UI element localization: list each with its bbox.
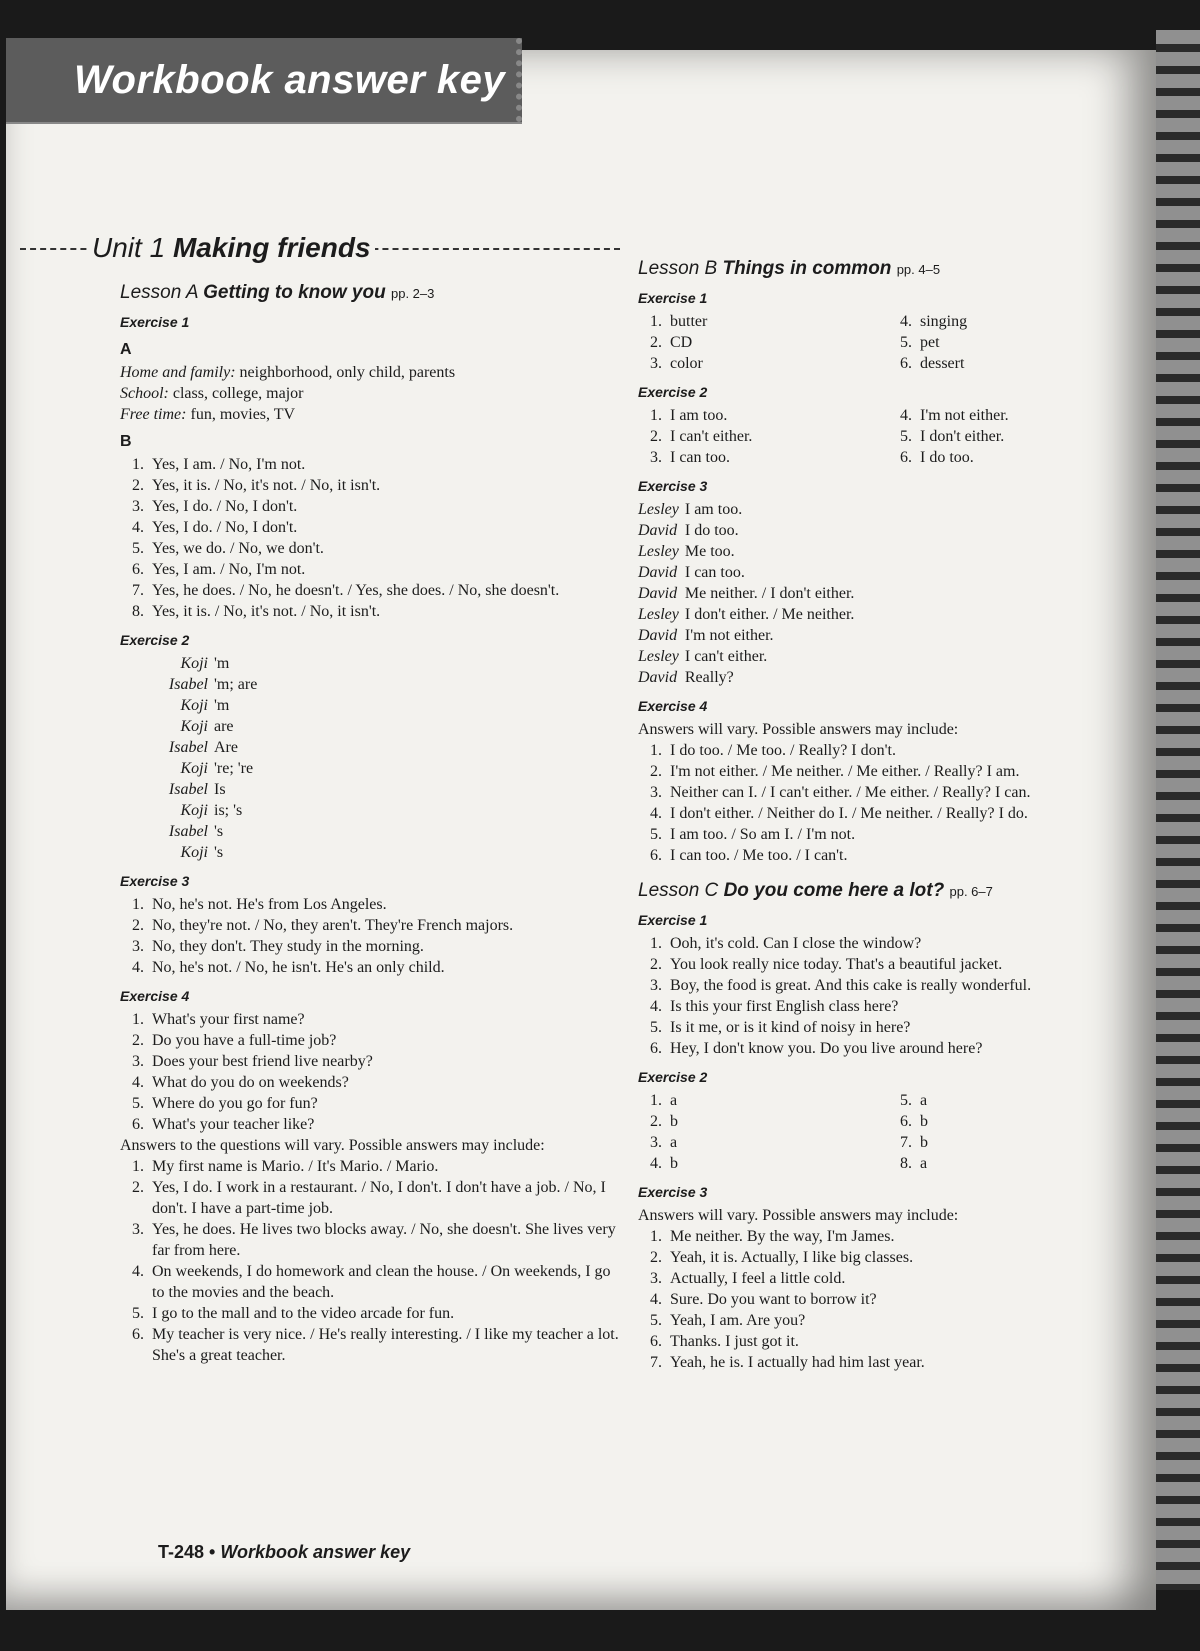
list-item: 6. b — [916, 1111, 1138, 1132]
dialogue-answer: Is — [214, 781, 226, 798]
list-item: 3. Actually, I feel a little cold. — [666, 1268, 1138, 1289]
list-item: 3. color — [666, 353, 888, 374]
dialogue-answer: are — [214, 718, 234, 735]
footer-separator: • — [209, 1542, 216, 1562]
category-words: neighborhood, only child, parents — [235, 364, 456, 381]
list-item: 1. I am too. — [666, 405, 888, 426]
list-item: 3. Yes, I do. / No, I don't. — [148, 496, 620, 517]
list-item: 3. I can too. — [666, 447, 888, 468]
list-item: 6. Thanks. I just got it. — [666, 1331, 1138, 1352]
list-item: 2. b — [666, 1111, 888, 1132]
speaker: Isabel — [168, 823, 208, 840]
dialogue-answer: is; 's — [214, 802, 243, 819]
list-item: 1. I do too. / Me too. / Really? I don't. — [666, 740, 1138, 761]
list-item: 1. Ooh, it's cold. Can I close the window? — [666, 933, 1138, 954]
speaker: Lesley — [638, 501, 679, 518]
list-item: 4. singing — [916, 311, 1138, 332]
answer-list — [120, 894, 620, 978]
list-item: 2. Do you have a full-time job? — [148, 1030, 620, 1051]
lesson-b-heading — [638, 258, 1138, 280]
answer-list — [638, 1226, 1138, 1373]
list-item: 1. What's your first name? — [148, 1009, 620, 1030]
list-item: 2. Yeah, it is. Actually, I like big classes. — [666, 1247, 1138, 1268]
exercise-heading: Exercise 1 — [638, 290, 708, 306]
answer-list — [120, 1156, 620, 1366]
dialogue-answer: I can't either. — [684, 648, 768, 665]
list-item: 4. I don't either. / Neither do I. / Me neither. / Really? I do. — [666, 803, 1138, 824]
list-item: 3. No, they don't. They study in the morning. — [148, 936, 620, 957]
answer-list — [638, 405, 888, 468]
dialogue-answer: 'm — [214, 655, 230, 672]
speaker: David — [638, 522, 678, 539]
speaker: Koji — [180, 655, 208, 672]
exercise-heading: Exercise 2 — [638, 1069, 708, 1085]
page-number: T-248 — [158, 1542, 205, 1562]
list-item: 5. Yes, we do. / No, we don't. — [148, 538, 620, 559]
speaker: Koji — [180, 697, 208, 714]
speaker: Isabel — [168, 781, 208, 798]
answers-note: Answers to the questions will vary. Possible answers may include: — [120, 1137, 545, 1154]
list-item: 2. Yes, it is. / No, it's not. / No, it isn't. — [148, 475, 620, 496]
list-item: 1. butter — [666, 311, 888, 332]
question-list — [120, 1009, 620, 1135]
list-item: 2. CD — [666, 332, 888, 353]
two-column-answers — [638, 405, 1138, 468]
speaker: Isabel — [168, 676, 208, 693]
list-item: 1. My first name is Mario. / It's Mario. / Mario. — [148, 1156, 620, 1177]
list-item: 1. Yes, I am. / No, I'm not. — [148, 454, 620, 475]
exercise-heading: Exercise 2 — [638, 384, 708, 400]
list-item: 8. Yes, it is. / No, it's not. / No, it isn't. — [148, 601, 620, 622]
list-item: 4. b — [666, 1153, 888, 1174]
list-item: 5. Yeah, I am. Are you? — [666, 1310, 1138, 1331]
list-item: 5. pet — [916, 332, 1138, 353]
list-item: 6. Yes, I am. / No, I'm not. — [148, 559, 620, 580]
list-item: 4. Is this your first English class here? — [666, 996, 1138, 1017]
dialogue-answer: I do too. — [684, 522, 739, 539]
list-item: 2. You look really nice today. That's a beautiful jacket. — [666, 954, 1138, 975]
left-column — [120, 282, 620, 1366]
lesson-c-subtitle: Do you come here a lot? — [723, 880, 945, 901]
page-title: Workbook answer key — [74, 58, 506, 102]
list-item: 2. I can't either. — [666, 426, 888, 447]
list-item: 7. Yes, he does. / No, he doesn't. / Yes, she does. / No, she doesn't. — [148, 580, 620, 601]
exercise-heading: Exercise 2 — [120, 632, 190, 648]
list-item: 2. No, they're not. / No, they aren't. They're French majors. — [148, 915, 620, 936]
dialogue — [120, 653, 620, 863]
dialogue-answer: Me neither. / I don't either. — [684, 585, 855, 602]
speaker: Koji — [180, 718, 208, 735]
lesson-b-pages: pp. 4–5 — [896, 262, 941, 277]
list-item: 4. No, he's not. / No, he isn't. He's an only child. — [148, 957, 620, 978]
speaker: Koji — [180, 844, 208, 861]
list-item: 6. What's your teacher like? — [148, 1114, 620, 1135]
exercise-heading: Exercise 1 — [120, 314, 190, 330]
page-footer — [158, 1542, 410, 1563]
lesson-a-pages: pp. 2–3 — [390, 286, 435, 301]
list-item: 5. I am too. / So am I. / I'm not. — [666, 824, 1138, 845]
speaker: Lesley — [638, 543, 679, 560]
lesson-c-pages: pp. 6–7 — [949, 884, 993, 899]
lesson-a-title: Lesson A — [120, 282, 198, 303]
list-item: 5. Is it me, or is it kind of noisy in here? — [666, 1017, 1138, 1038]
footer-label: Workbook answer key — [220, 1542, 411, 1562]
dialogue-answer: 's — [214, 844, 224, 861]
speaker: David — [638, 669, 678, 686]
answer-list — [888, 311, 1138, 374]
answer-list — [888, 405, 1138, 468]
list-item: 3. Neither can I. / I can't either. / Me either. / Really? I can. — [666, 782, 1138, 803]
dialogue-answer: I can too. — [684, 564, 745, 581]
list-item: 7. b — [916, 1132, 1138, 1153]
answer-list — [638, 311, 888, 374]
list-item: 5. I don't either. — [916, 426, 1138, 447]
list-item: 6. dessert — [916, 353, 1138, 374]
exercise-heading: Exercise 1 — [638, 912, 708, 928]
list-item: 3. Does your best friend live nearby? — [148, 1051, 620, 1072]
unit-name: Making friends — [172, 232, 371, 263]
dialogue-answer: I'm not either. — [684, 627, 774, 644]
list-item: 8. a — [916, 1153, 1138, 1174]
list-item: 4. Yes, I do. / No, I don't. — [148, 517, 620, 538]
dialogue-answer: 's — [214, 823, 224, 840]
part-b-label: B — [120, 433, 132, 450]
lesson-a-heading — [120, 282, 620, 304]
dialogue-answer: 'm — [214, 697, 230, 714]
answers-note: Answers will vary. Possible answers may include: — [638, 721, 959, 738]
two-column-answers — [638, 1090, 1138, 1174]
dialogue — [638, 499, 1138, 688]
exercise-heading: Exercise 4 — [638, 698, 708, 714]
exercise-heading: Exercise 3 — [638, 478, 708, 494]
list-item: 4. Sure. Do you want to borrow it? — [666, 1289, 1138, 1310]
list-item: 6. Hey, I don't know you. Do you live around here? — [666, 1038, 1138, 1059]
category-line — [120, 383, 620, 404]
answer-list — [638, 1090, 888, 1174]
dialogue-answer: I am too. — [684, 501, 743, 518]
right-column — [638, 258, 1138, 1373]
list-item: 6. I do too. — [916, 447, 1138, 468]
speaker: David — [638, 627, 678, 644]
answer-list — [638, 933, 1138, 1059]
lesson-c-title: Lesson C — [638, 880, 719, 901]
category-name: Home and family: — [120, 364, 236, 381]
category-line — [120, 362, 620, 383]
unit-number: Unit 1 — [92, 232, 166, 263]
category-name: School: — [120, 385, 169, 402]
lesson-b-subtitle: Things in common — [722, 258, 892, 279]
dialogue-answer: Really? — [684, 669, 734, 686]
dialogue-answer: Are — [214, 739, 238, 756]
list-item: 2. Yes, I do. I work in a restaurant. / No, I don't. I don't have a job. / No, I don't. I have a part-time job. — [148, 1177, 620, 1219]
list-item: 7. Yeah, he is. I actually had him last year. — [666, 1352, 1138, 1373]
page-edge-stack — [1156, 30, 1200, 1590]
list-item: 5. a — [916, 1090, 1138, 1111]
list-item: 4. I'm not either. — [916, 405, 1138, 426]
dialogue-answer: 'm; are — [214, 676, 258, 693]
category-line — [120, 404, 620, 425]
list-item: 3. a — [666, 1132, 888, 1153]
speaker: Lesley — [638, 606, 679, 623]
answer-list — [888, 1090, 1138, 1174]
unit-heading — [88, 232, 375, 264]
answer-list — [120, 454, 620, 622]
part-a-label: A — [120, 341, 132, 358]
list-item: 6. I can too. / Me too. / I can't. — [666, 845, 1138, 866]
speaker: David — [638, 585, 678, 602]
speaker: Koji — [180, 760, 208, 777]
lesson-c-heading — [638, 880, 1138, 902]
dialogue-answer: Me too. — [684, 543, 735, 560]
dialogue-answer: 're; 're — [214, 760, 254, 777]
exercise-heading: Exercise 4 — [120, 988, 190, 1004]
speaker: Isabel — [168, 739, 208, 756]
exercise-heading: Exercise 3 — [120, 873, 190, 889]
dialogue-answer: I don't either. / Me neither. — [684, 606, 855, 623]
list-item: 4. What do you do on weekends? — [148, 1072, 620, 1093]
lesson-b-title: Lesson B — [638, 258, 718, 279]
list-item: 2. I'm not either. / Me neither. / Me either. / Really? I am. — [666, 761, 1138, 782]
list-item: 1. Me neither. By the way, I'm James. — [666, 1226, 1138, 1247]
category-name: Free time: — [120, 406, 187, 423]
exercise-heading: Exercise 3 — [638, 1184, 708, 1200]
category-words: fun, movies, TV — [186, 406, 296, 423]
list-item: 4. On weekends, I do homework and clean the house. / On weekends, I go to the movies and the beach. — [148, 1261, 620, 1303]
list-item: 5. I go to the mall and to the video arcade for fun. — [148, 1303, 620, 1324]
list-item: 3. Boy, the food is great. And this cake is really wonderful. — [666, 975, 1138, 996]
list-item: 1. a — [666, 1090, 888, 1111]
speaker: Lesley — [638, 648, 679, 665]
speaker: Koji — [180, 802, 208, 819]
list-item: 1. No, he's not. He's from Los Angeles. — [148, 894, 620, 915]
list-item: 6. My teacher is very nice. / He's really interesting. / I like my teacher a lot. She's a great teacher. — [148, 1324, 620, 1366]
list-item: 5. Where do you go for fun? — [148, 1093, 620, 1114]
two-column-answers — [638, 311, 1138, 374]
lesson-a-subtitle: Getting to know you — [203, 282, 386, 303]
answers-note: Answers will vary. Possible answers may include: — [638, 1207, 959, 1224]
answer-list — [638, 740, 1138, 866]
speaker: David — [638, 564, 678, 581]
list-item: 3. Yes, he does. He lives two blocks away. / No, she doesn't. She lives very far from here. — [148, 1219, 620, 1261]
category-words: class, college, major — [168, 385, 304, 402]
